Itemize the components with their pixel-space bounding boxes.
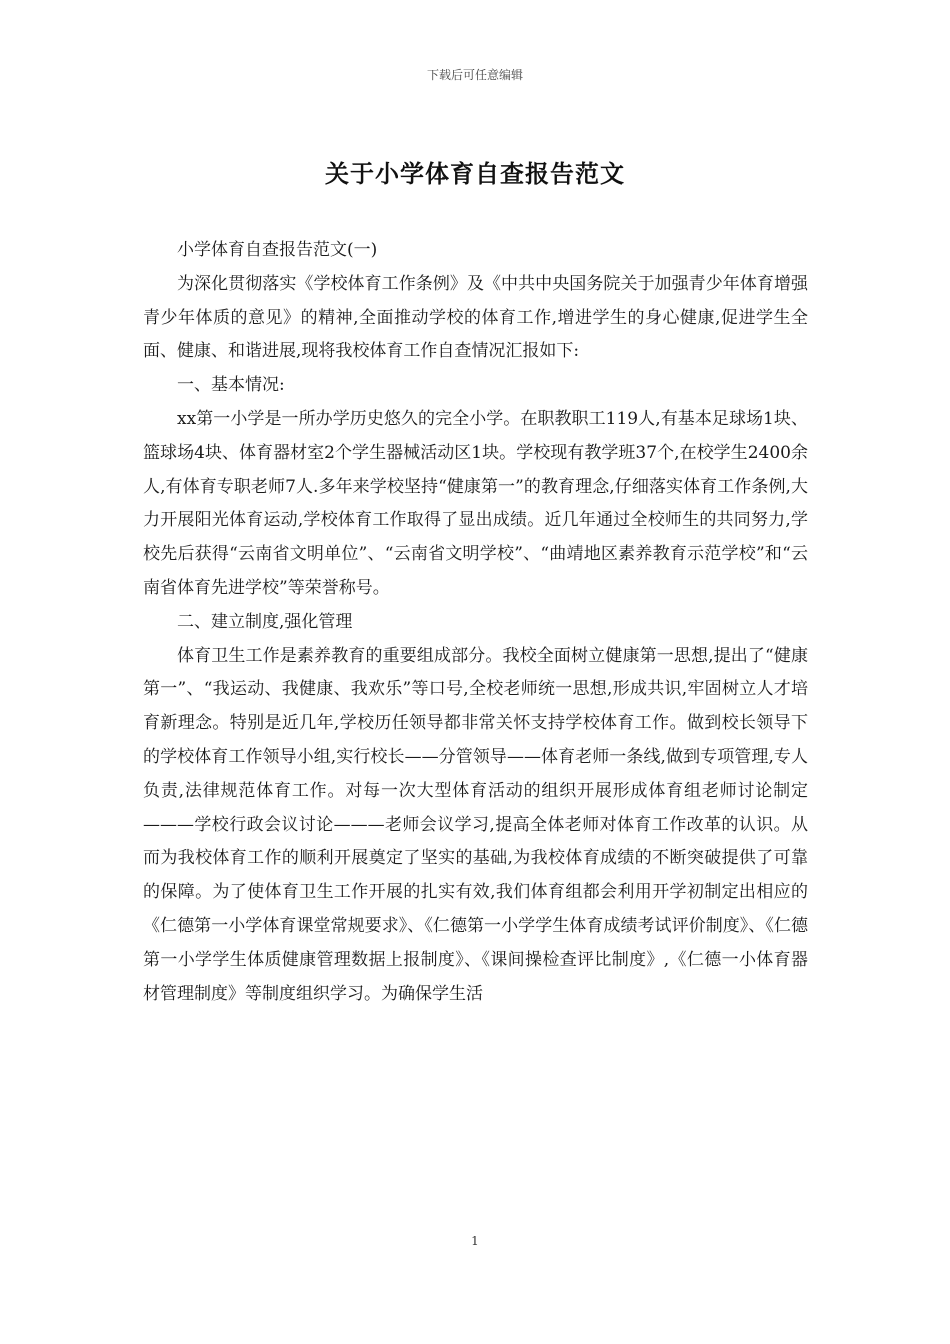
section-heading-basic: 一、基本情况:: [177, 375, 285, 396]
intro-paragraph: 为深化贯彻落实《学校体育工作条例》及《中共中央国务院关于加强青少年体育增强青少年体质的意见》的精神,全面推动学校的体育工作,增进学生的身心健康,促进学生全面、健康、和谐进展,现将我校体育工作自查情况汇报如下:: [143, 273, 808, 362]
header-note: 下载后可任意编辑: [426, 68, 523, 82]
document-body: [143, 234, 808, 1011]
section-subtitle: 小学体育自查报告范文(一): [177, 240, 378, 260]
page-number: 1: [471, 1234, 479, 1248]
section-heading-system: 二、建立制度,强化管理: [177, 611, 353, 632]
system-paragraph: 体育卫生工作是素养教育的重要组成部分。我校全面树立健康第一思想,提出了“健康第一”、“我运动、我健康、我欢乐”等口号,全校老师统一思想,形成共识,牢固树立人才培育新理念。特别是近几年,学校历任领导都非常关怀支持学校体育工作。做到校长领导下的学校体育工作领导小组,实行校长——分管领导——体育老师一条线,做到专项管理,专人负责,法律规范体育工作。对每一次大型体育活动的组织开展形成体育组老师讨论制定———学校行政会议讨论———老师会议学习,提高全体老师对体育工作改革的认识。从而为我校体育工作的顺利开展奠定了坚实的基础,为我校体育成绩的不断突破提供了可靠的保障。为了使体育卫生工作开展的扎实有效,我们体育组都会利用开学初制定出相应的《仁德第一小学体育课堂常规要求》、《仁德第一小学学生体育成绩考试评价制度》、《仁德第一小学学生体质健康管理数据上报制度》、《课间操检查评比制度》,《仁德一小体育器材管理制度》等制度组织学习。为确保学生活: [143, 645, 808, 1004]
basic-info-paragraph: xx第一小学是一所办学历史悠久的完全小学。在职教职工119人,有基本足球场1块、篮球场4块、体育器材室2个学生器械活动区1块。学校现有教学班37个,在校学生2400余人,有体育专职老师7人.多年来学校坚持“健康第一”的教育理念,仔细落实体育工作条例,大力开展阳光体育运动,学校体育工作取得了显出成绩。近几年通过全校师生的共同努力,学校先后获得“云南省文明单位”、“云南省文明学校”、“曲靖地区素养教育示范学校”和“云南省体育先进学校”等荣誉称号。: [143, 408, 808, 598]
document-title: 关于小学体育自查报告范文: [325, 159, 625, 188]
